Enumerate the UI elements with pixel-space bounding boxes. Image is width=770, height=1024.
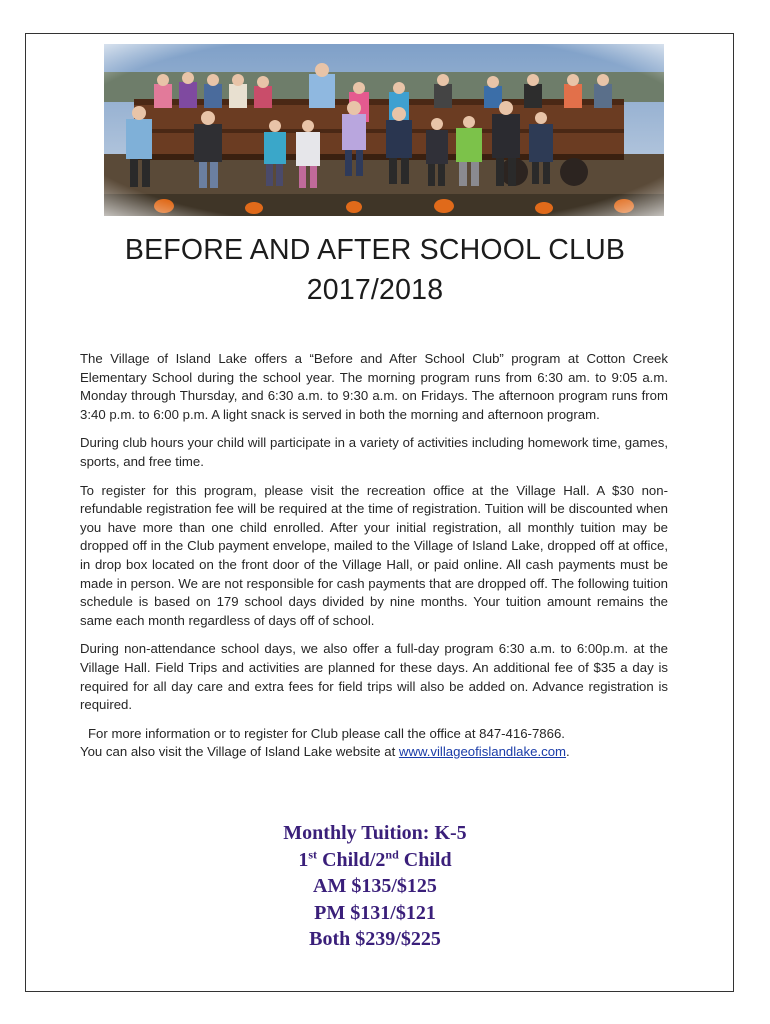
body-text — [80, 350, 668, 762]
paragraph-non-attendance-days: During non-attendance school days, we also offer a full-day program 6:30 a.m. to 6:00p.m. at the Village Hall. Field Trips and activities are planned for these days. An additional fee of $35 a day is required for all day care and extra fees for field trips will also be added on. Advance registration is required. — [80, 641, 668, 713]
title-line-2: 2017/2018 — [306, 274, 444, 306]
website-prefix: You can also visit the Village of Island Lake website at — [80, 744, 399, 760]
website-link[interactable]: www.villageofislandlake.com — [398, 744, 567, 760]
tuition-schedule — [185, 820, 565, 953]
paragraph-program-overview: The Village of Island Lake offers a “Before and After School Club” program at Cotton Creek Elementary School during the school year. The morning program runs from 6:30 am. to 9:05 a.m. Monday through Thursday, and 6:30 a.m. to 9:30 a.m. on Fridays. The afternoon program runs from 3:40 p.m. to 6:00 p.m. A light snack is served in both the morning and afternoon program. — [80, 351, 668, 422]
tuition-am: AM $135/$125 — [313, 875, 437, 897]
group-photo — [104, 44, 664, 216]
child-one-number: 1 — [298, 848, 309, 871]
tuition-heading: Monthly Tuition: K-5 — [283, 822, 467, 844]
tuition-both: Both $239/$225 — [309, 928, 441, 950]
page-title — [60, 230, 690, 310]
contact-website-line — [80, 743, 668, 762]
title-line-1: BEFORE AND AFTER SCHOOL CLUB — [124, 234, 626, 266]
contact-info — [80, 725, 668, 762]
contact-phone-line: For more information or to register for Club please call the office at 847-416-7866. — [88, 725, 565, 741]
child-two-number: Child/2 — [317, 848, 386, 871]
paragraph-registration: To register for this program, please visit the recreation office at the Village Hall. A $30 non-refundable registration fee will be required at the time of registration. Tuition will be discounted when you have more than one child enrolled. After your initial registration, all monthly tuition may be dropped off in the Club payment envelope, mailed to the Village of Island Lake, dropped off at office, in drop box located on the front door of the Village Hall, or paid online. All cash payments must be made in person. We are not responsible for cash payments that are dropped off. The following tuition schedule is based on 179 school days divided by nine months. Your tuition amount remains the same each month regardless of days off of school. — [80, 482, 668, 628]
paragraph-activities: During club hours your child will participate in a variety of activities including homework time, games, sports, and free time. — [80, 435, 668, 469]
child-label: Child — [398, 848, 452, 871]
tuition-child-line — [185, 847, 565, 874]
website-suffix: . — [566, 744, 570, 760]
tuition-pm: PM $131/$121 — [314, 901, 436, 924]
child-two-suffix: nd — [385, 846, 399, 861]
child-one-suffix: st — [308, 846, 318, 861]
